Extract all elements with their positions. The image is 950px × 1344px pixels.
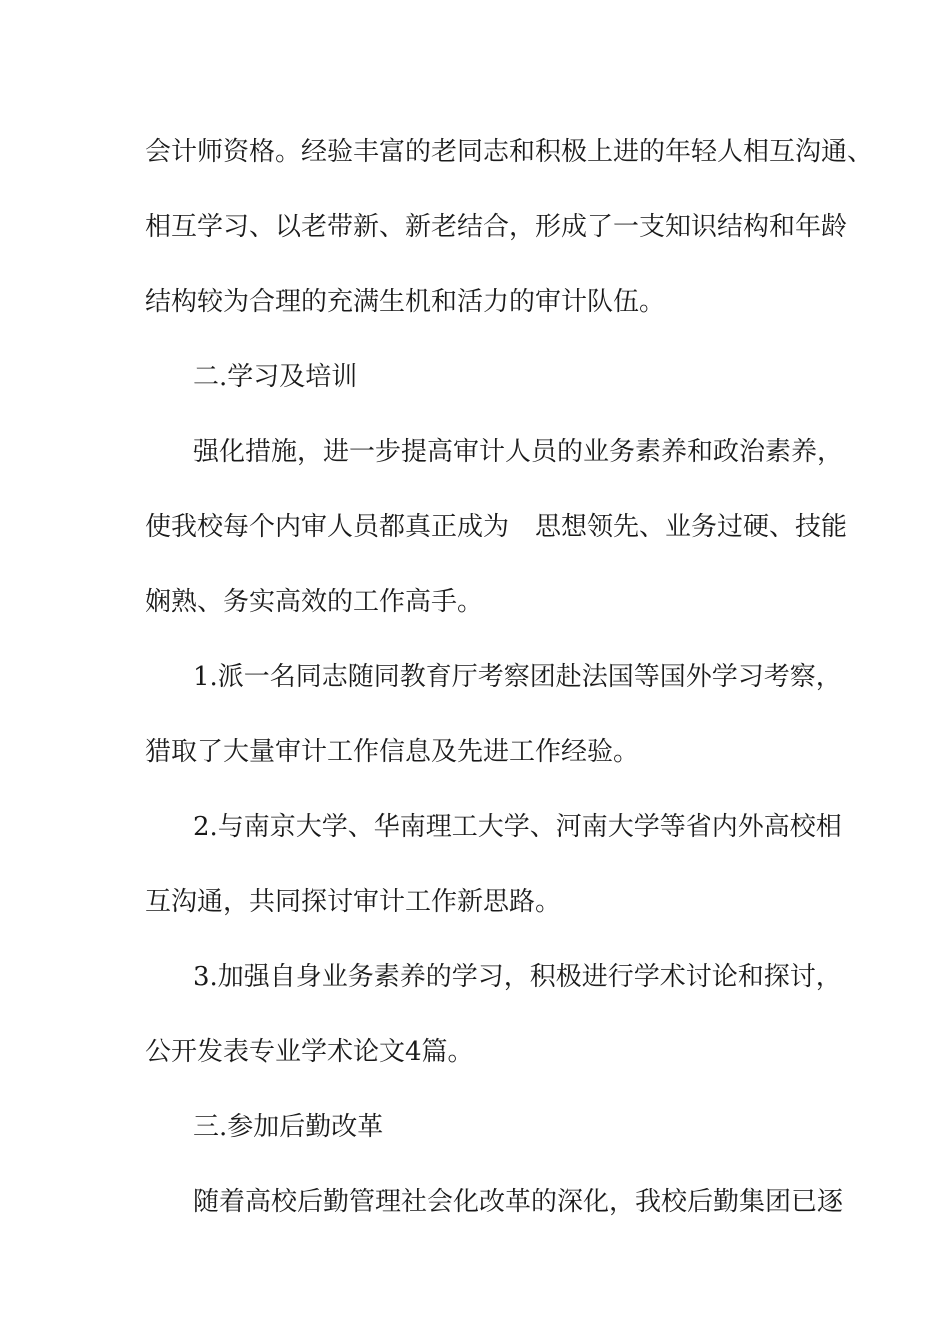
text-line: 互沟通，共同探讨审计工作新思路。 — [145, 887, 562, 917]
list-item: 3.加强自身业务素养的学习，积极进行学术讨论和探讨， — [193, 962, 842, 992]
text-line: 相互学习、以老带新、新老结合，形成了一支知识结构和年龄 — [145, 212, 848, 242]
text-line: 结构较为合理的充满生机和活力的审计队伍。 — [145, 287, 666, 317]
section-heading: 二.学习及培训 — [193, 362, 358, 392]
list-item: 2.与南京大学、华南理工大学、河南大学等省内外高校相 — [193, 812, 842, 842]
text-line: 娴熟、务实高效的工作高手。 — [145, 587, 484, 617]
list-item: 1.派一名同志随同教育厅考察团赴法国等国外学习考察， — [193, 662, 842, 692]
text-line: 随着高校后勤管理社会化改革的深化，我校后勤集团已逐 — [193, 1187, 844, 1217]
text-line: 使我校每个内审人员都真正成为 思想领先、业务过硬、技能 — [145, 512, 848, 542]
text-line: 强化措施，进一步提高审计人员的业务素养和政治素养， — [193, 437, 844, 467]
text-line: 会计师资格。经验丰富的老同志和积极上进的年轻人相互沟通、 — [145, 137, 874, 167]
text-line: 猎取了大量审计工作信息及先进工作经验。 — [145, 737, 640, 767]
text-line: 公开发表专业学术论文4篇。 — [145, 1037, 474, 1067]
section-heading: 三.参加后勤改革 — [193, 1112, 384, 1142]
